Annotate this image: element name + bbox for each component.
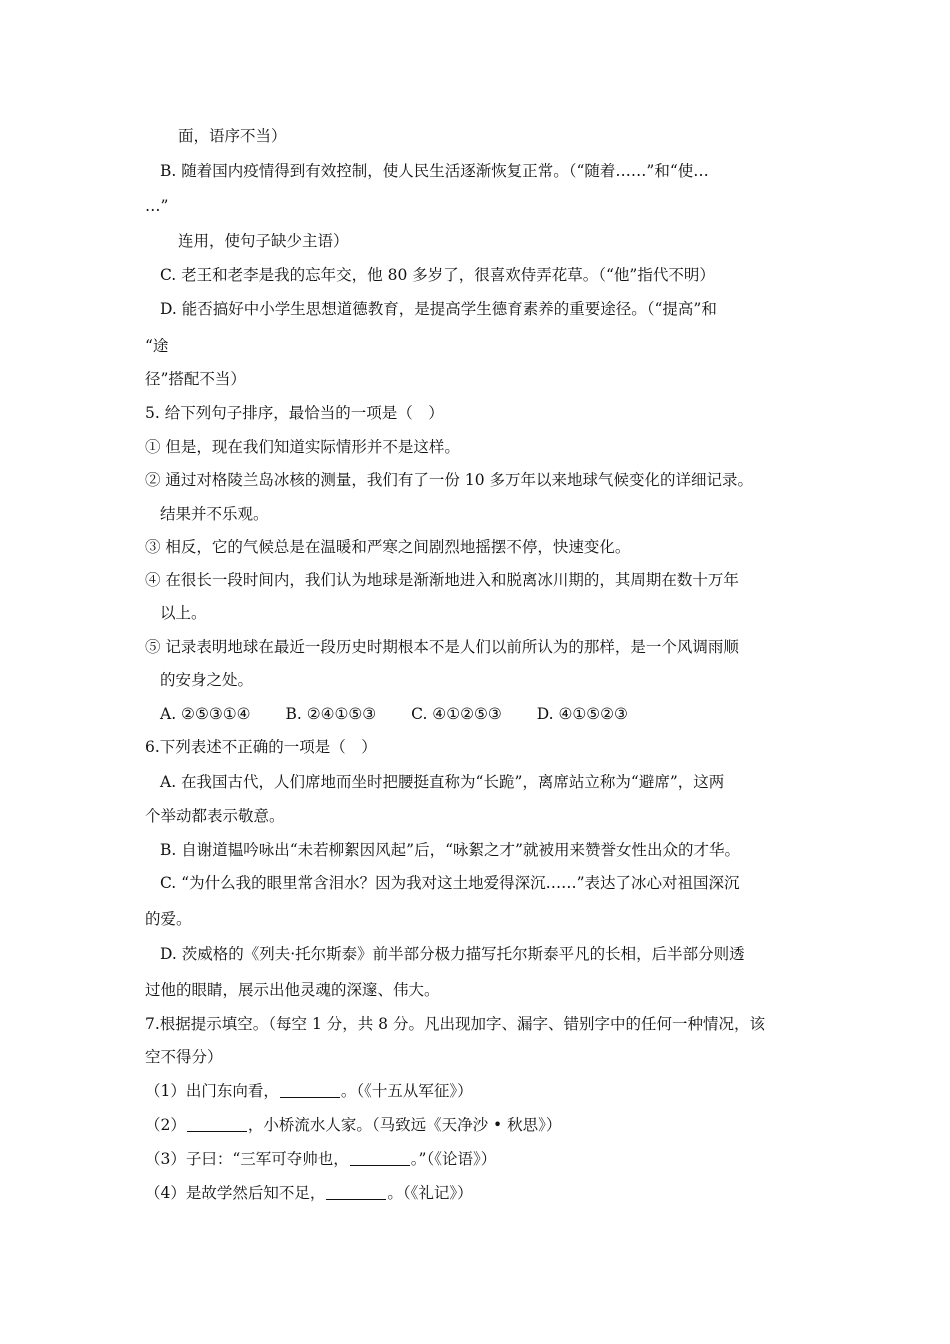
- q6-option-d-wrap: 过他的眼睛，展示出他灵魂的深邃、伟大。: [145, 981, 440, 999]
- q7-item-1-source: 。（《十五从军征》）: [340, 1082, 473, 1100]
- q5-option-a: A. ②⑤③①④: [160, 705, 251, 723]
- q4-option-d-wrap: “途: [145, 337, 169, 355]
- q5-option-b: B. ②④①⑤③: [285, 705, 377, 723]
- q7-stem: 7.根据提示填空。（每空 1 分，共 8 分。凡出现加字、漏字、错别字中的任何一种情况，该: [145, 1015, 765, 1033]
- q5-sentence-2-wrap: 结果并不乐观。: [160, 505, 269, 523]
- q7-item-4-blank[interactable]: [326, 1185, 386, 1200]
- q5-option-d: D. ④①⑤②③: [536, 705, 628, 723]
- q6-option-a-wrap: 个举动都表示敬意。: [145, 807, 285, 825]
- q6-option-b: B. 自谢道韫吟咏出“未若柳絮因风起”后，“咏絮之才”就被用来赞誉女性出众的才华。: [160, 841, 740, 859]
- q7-item-3-blank[interactable]: [350, 1151, 410, 1166]
- q7-item-3: [145, 1149, 496, 1169]
- q5-sentence-4: ④ 在很长一段时间内，我们认为地球是渐渐地进入和脱离冰川期的，其周期在数十万年: [145, 571, 739, 589]
- q7-item-1-prompt: （1）出门东向看，: [145, 1082, 279, 1100]
- q6-option-c-wrap: 的爱。: [145, 910, 192, 928]
- q5-sentence-4-wrap: 以上。: [160, 604, 207, 622]
- q7-stem-wrap: 空不得分）: [145, 1048, 223, 1066]
- q7-item-1: [145, 1081, 473, 1101]
- q4-option-d: D. 能否搞好中小学生思想道德教育，是提高学生德育素养的重要途径。（“提高”和: [160, 300, 717, 318]
- q5-stem: 5. 给下列句子排序，最恰当的一项是（ ）: [145, 404, 444, 422]
- q7-item-4-source: 。（《礼记》）: [387, 1184, 473, 1202]
- q5-sentence-3: ③ 相反，它的气候总是在温暖和严寒之间剧烈地摇摆不停，快速变化。: [145, 538, 631, 556]
- q5-options: [160, 704, 658, 724]
- q6-option-a: A. 在我国古代，人们席地而坐时把腰挺直称为“长跪”，离席站立称为“避席”，这两: [160, 773, 725, 791]
- q7-item-1-blank[interactable]: [280, 1083, 340, 1098]
- q5-option-c: C. ④①②⑤③: [411, 705, 502, 723]
- q6-stem: 6.下列表述不正确的一项是（ ）: [145, 738, 377, 756]
- q7-item-2-blank[interactable]: [187, 1117, 247, 1132]
- q5-sentence-5-wrap: 的安身之处。: [160, 671, 254, 689]
- q5-sentence-2: ② 通过对格陵兰岛冰核的测量，我们有了一份 10 多万年以来地球气候变化的详细记录。: [145, 471, 754, 489]
- q7-item-2-prompt: （2）: [145, 1116, 186, 1134]
- q4-option-c: C. 老王和老李是我的忘年交，他 80 多岁了，很喜欢侍弄花草。（“他”指代不明）: [160, 266, 715, 284]
- q4-option-b: B. 随着国内疫情得到有效控制，使人民生活逐渐恢复正常。（“随着……”和“使…: [160, 162, 709, 180]
- q4-option-a-end: 面，语序不当）: [178, 127, 287, 145]
- q5-sentence-1: ① 但是，现在我们知道实际情形并不是这样。: [145, 438, 460, 456]
- q7-item-2: [145, 1115, 561, 1135]
- q7-item-4: [145, 1183, 473, 1203]
- q4-option-b-wrap: …”: [145, 197, 169, 215]
- q7-item-4-prompt: （4）是故学然后知不足，: [145, 1184, 326, 1202]
- q7-item-3-source: 。”（《论语》）: [410, 1150, 497, 1168]
- q4-option-d-note: 径”搭配不当）: [145, 370, 246, 388]
- q7-item-3-prompt: （3）子曰：“三军可夺帅也，: [145, 1150, 349, 1168]
- q6-option-d: D. 茨威格的《列夫·托尔斯泰》前半部分极力描写托尔斯泰平凡的长相，后半部分则透: [160, 945, 745, 963]
- q7-item-2-source: ，小桥流水人家。（马致远《天净沙 • 秋思》）: [247, 1116, 562, 1134]
- q5-sentence-5: ⑤ 记录表明地球在最近一段历史时期根本不是人们以前所认为的那样，是一个风调雨顺: [145, 638, 739, 656]
- q4-option-b-note: 连用，使句子缺少主语）: [178, 232, 349, 250]
- q6-option-c: C. “为什么我的眼里常含泪水？因为我对这土地爱得深沉……”表达了冰心对祖国深沉: [160, 874, 740, 892]
